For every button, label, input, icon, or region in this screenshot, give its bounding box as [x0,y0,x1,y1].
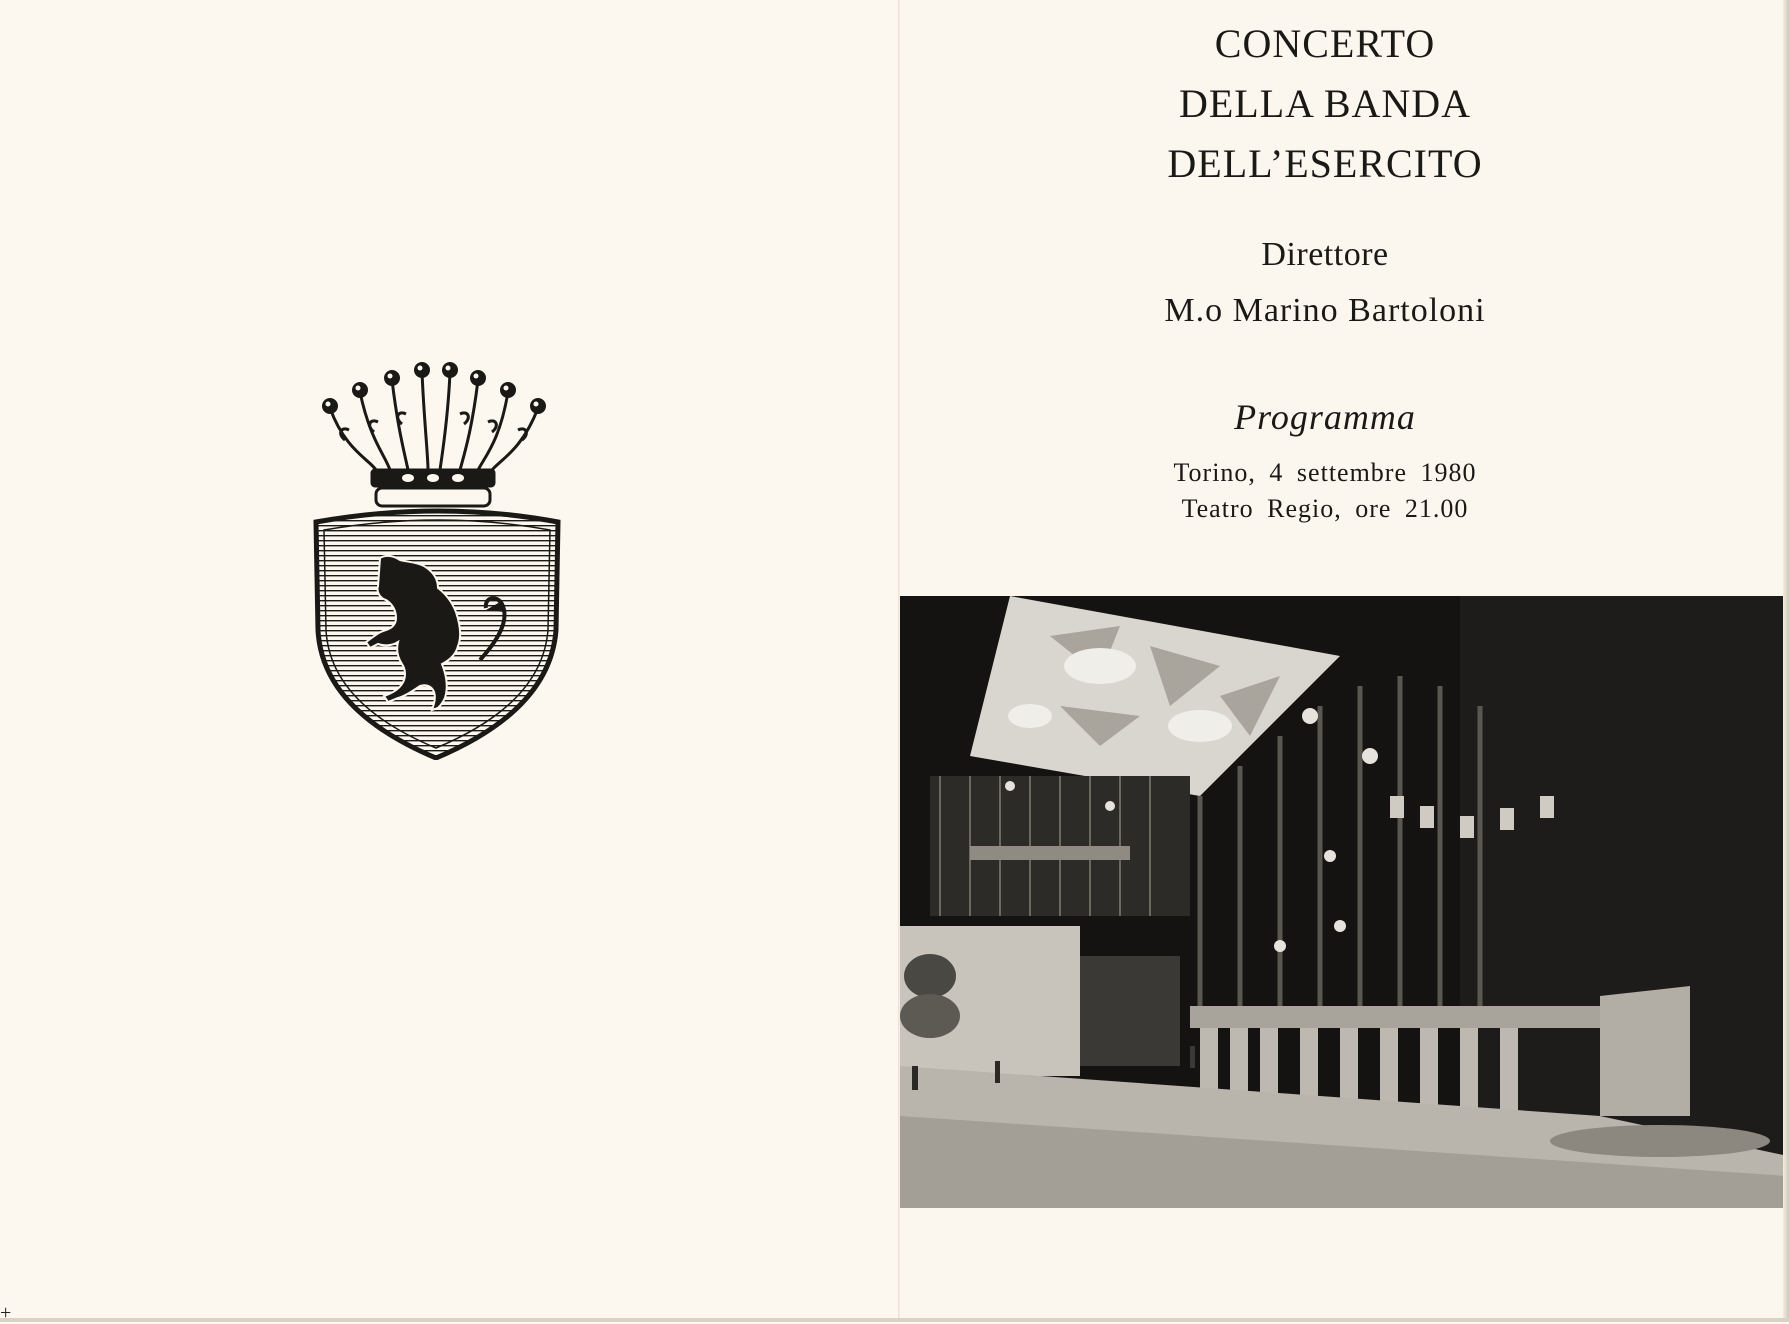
director-name: M.o Marino Bartoloni [1164,292,1486,329]
event-date: Torino, 4 settembre 1980 [1173,458,1477,487]
scan-corner-mark: + [0,1302,12,1324]
coat-of-arms-icon [310,360,570,760]
event-venue: Teatro Regio, ore 21.00 [1181,494,1469,523]
concert-title [900,14,1750,194]
director-label: Direttore [1261,236,1389,273]
paper-edge-bottom [0,1318,1789,1322]
paper-edge-right [1783,0,1789,1322]
title-line: DELLA BANDA [1178,81,1472,126]
title-line: CONCERTO [1214,21,1436,66]
title-line: DELL’ESERCITO [1167,141,1483,186]
theatre-foyer-photo [900,596,1788,1208]
program-title: Programma [1234,397,1416,437]
